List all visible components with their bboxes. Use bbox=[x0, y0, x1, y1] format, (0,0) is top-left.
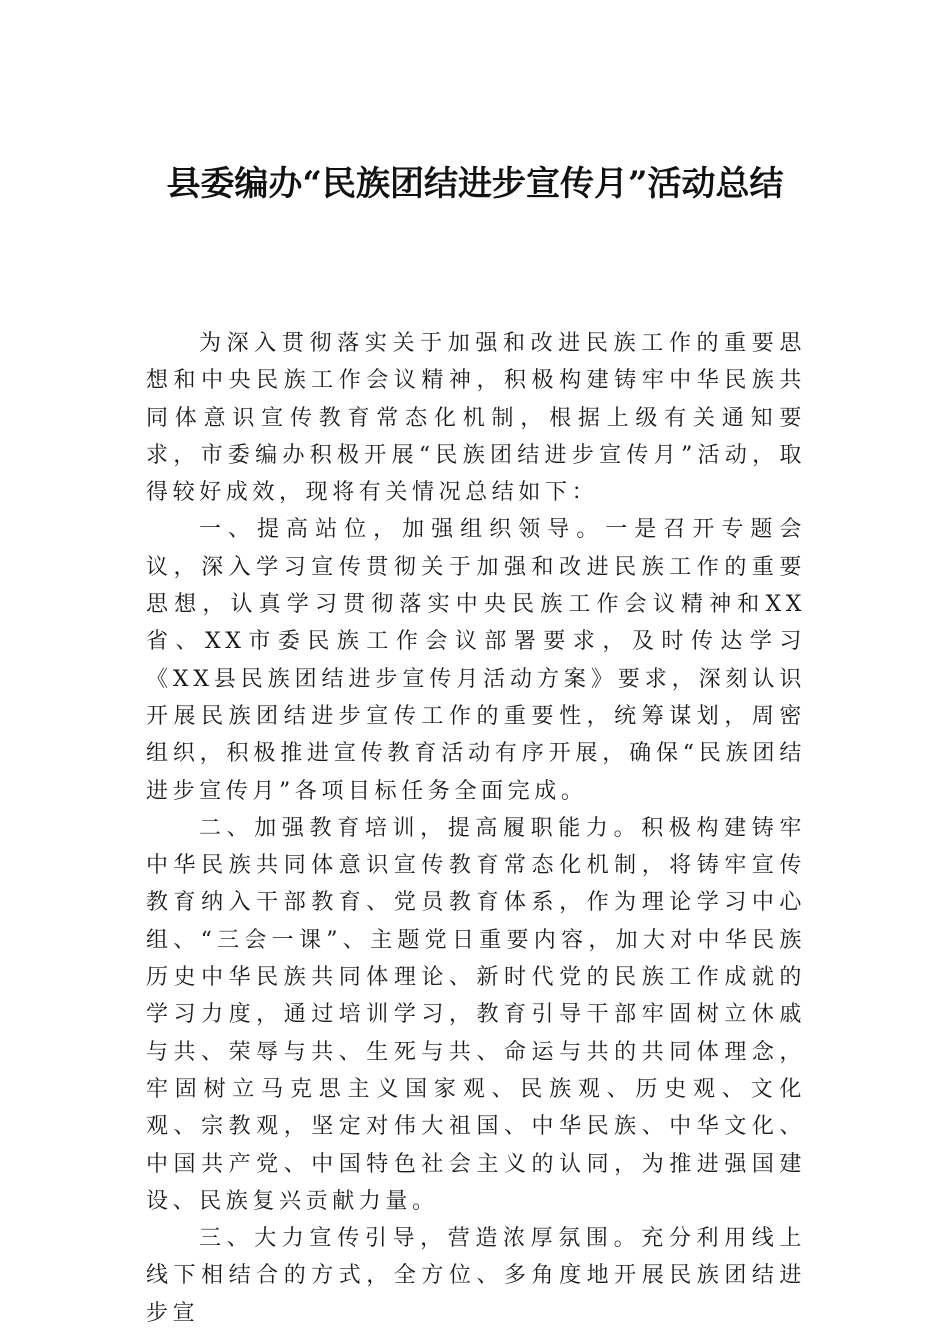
document-title: 县委编办“民族团结进步宣传月”活动总结 bbox=[166, 164, 784, 204]
paragraph-section-3: 三、大力宣传引导，营造浓厚氛围。充分利用线上线下相结合的方式，全方位、多角度地开展民族团结进步宣 bbox=[146, 1226, 806, 1326]
paragraph-section-2: 二、加强教育培训，提高履职能力。积极构建铸牢中华民族共同体意识宣传教育常态化机制，将铸牢宣传教育纳入干部教育、党员教育体系，作为理论学习中心组、“三会一课”、主题党日重要内容，加大对中华民族历史中华民族共同体理论、新时代党的民族工作成就的学习力度，通过培训学习，教育引导干部牢固树立休戚与共、荣辱与共、生死与共、命运与共的共同体理念，牢固树立马克思主义国家观、民族观、历史观、文化观、宗教观，坚定对伟大祖国、中华民族、中华文化、中国共产党、中国特色社会主义的认同，为推进强国建设、民族复兴贡献力量。 bbox=[146, 815, 806, 1214]
paragraph-section-1: 一、提高站位，加强组织领导。一是召开专题会议，深入学习宣传贯彻关于加强和改进民族工作的重要思想，认真学习贯彻落实中央民族工作会议精神和XX省、XX市委民族工作会议部署要求，及时传达学习《XX县民族团结进步宣传月活动方案》要求，深刻认识开展民族团结进步宣传工作的重要性，统筹谋划，周密组织，积极推进宣传教育活动有序开展，确保“民族团结进步宣传月”各项目标任务全面完成。 bbox=[146, 517, 806, 804]
paragraph-intro: 为深入贯彻落实关于加强和改进民族工作的重要思想和中央民族工作会议精神，积极构建铸牢中华民族共同体意识宣传教育常态化机制，根据上级有关通知要求，市委编办积极开展“民族团结进步宣传月”活动，取得较好成效，现将有关情况总结如下： bbox=[146, 331, 806, 506]
document-body bbox=[146, 325, 806, 1332]
